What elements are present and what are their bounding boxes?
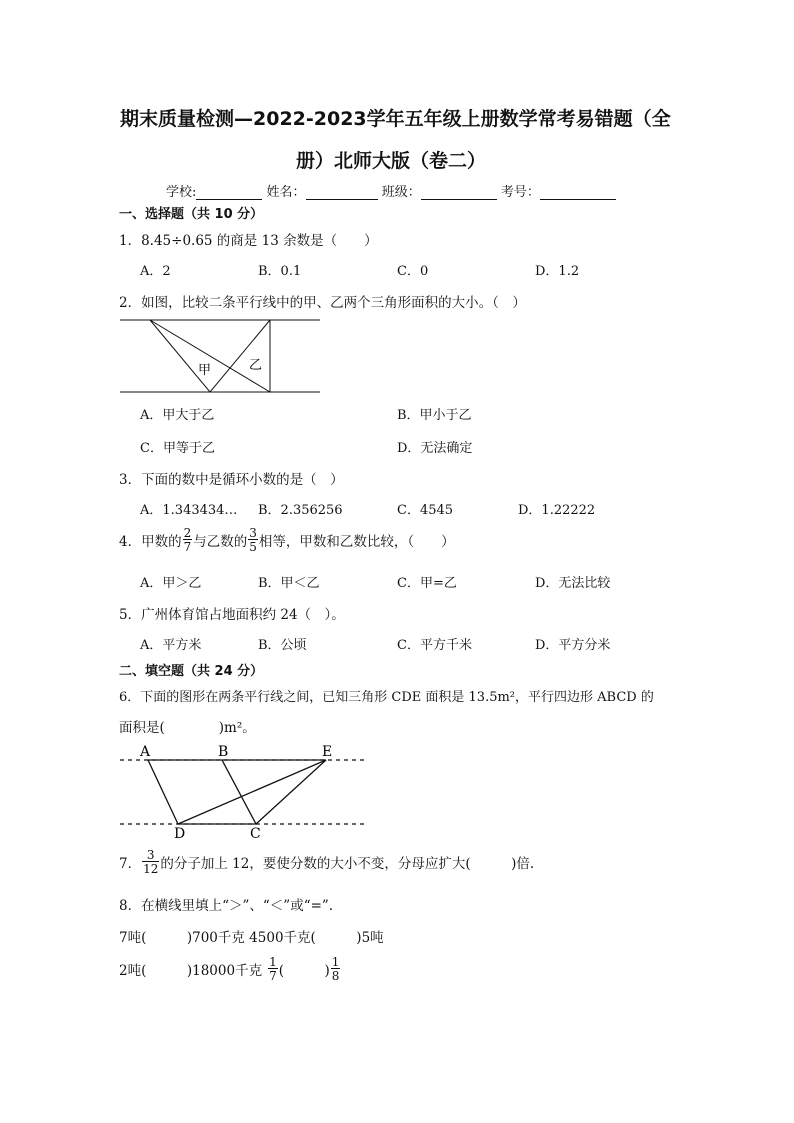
q4-fraction-2: $\frac{3}{5}$ [249, 526, 257, 554]
exam-no-field[interactable] [540, 185, 616, 200]
q1-option-a[interactable]: A．2 [140, 264, 171, 279]
class-label: 班级： [381, 185, 421, 200]
q1-option-c[interactable]: C．0 [397, 264, 429, 279]
q6-figure [116, 740, 370, 844]
q5-option-a[interactable]: A．平方米 [140, 638, 202, 653]
q4-prefix: 4．甲数的 [119, 534, 182, 550]
school-label: 学校: [166, 185, 197, 200]
q8-text: 8．在横线里填上“＞”、“＜”或“=”. [119, 898, 334, 914]
exam-no-label: 考号： [500, 185, 540, 200]
q4-option-c[interactable]: C．甲=乙 [397, 576, 457, 591]
q1-text: 1．8.45÷0.65 的商是 13 余数是（ ） [119, 233, 378, 249]
q1-option-b[interactable]: B．0.1 [258, 264, 302, 279]
q4-mid: 与乙数的 [193, 534, 248, 550]
info-line [166, 181, 616, 200]
q3-text: 3．下面的数中是循环小数的是（ ） [119, 472, 344, 488]
name-field[interactable] [306, 185, 378, 200]
section2-heading: 二、填空题（共 24 分） [119, 664, 264, 679]
q8-row2-mid: ( ) [278, 963, 330, 979]
q2-figure [118, 312, 322, 398]
q6-label-c: C [250, 826, 261, 842]
q8-row1: 7吨( )700千克 4500千克( )5吨 [119, 930, 384, 946]
page-title-line1: 期末质量检测—2022-2023学年五年级上册数学常考易错题（全 [120, 108, 671, 130]
q3-option-c[interactable]: C．4545 [397, 503, 454, 518]
q2-option-d[interactable]: D．无法确定 [397, 441, 473, 456]
q4-suffix: 相等，甲数和乙数比较，（ ） [258, 534, 455, 550]
q5-option-c[interactable]: C．平方千米 [397, 638, 472, 653]
q8-row2 [119, 956, 341, 982]
q6-label-e: E [322, 744, 333, 760]
page-title-line2: 册）北师大版（卷二） [296, 150, 487, 172]
q6-segment-ce [256, 760, 326, 824]
q4-fraction-1: $\frac{2}{7}$ [183, 526, 192, 554]
q7-prefix: 7． [119, 856, 142, 872]
q6-line2: 面积是( )m²。 [119, 720, 256, 736]
q5-text: 5．广州体育馆占地面积约 24（ ）。 [119, 607, 345, 623]
q3-option-a[interactable]: A．1.343434… [140, 503, 238, 518]
q6-label-b: B [218, 744, 229, 760]
name-label: 姓名： [266, 185, 306, 200]
q4-option-a[interactable]: A．甲＞乙 [140, 576, 202, 591]
q6-segment-de [178, 760, 326, 824]
q2-option-c[interactable]: C．甲等于乙 [140, 441, 215, 456]
school-field[interactable] [196, 185, 262, 200]
q3-option-b[interactable]: B．2.356256 [258, 503, 343, 518]
q5-option-d[interactable]: D．平方分米 [535, 638, 611, 653]
q2-label-yi: 乙 [249, 358, 263, 373]
q6-parallelogram-abcd [148, 760, 256, 824]
q2-option-b[interactable]: B．甲小于乙 [397, 408, 472, 423]
q3-option-d[interactable]: D．1.22222 [518, 503, 596, 518]
q6-label-d: D [174, 826, 186, 842]
class-field[interactable] [421, 185, 497, 200]
q2-text: 2．如图，比较二条平行线中的甲、乙两个三角形面积的大小。（ ） [119, 295, 526, 311]
q7-text [119, 849, 534, 875]
q5-option-b[interactable]: B．公顷 [258, 638, 307, 653]
q2-label-jia: 甲 [198, 363, 212, 378]
q8-row2-left: 2吨( )18000千克 [119, 963, 263, 979]
q4-option-d[interactable]: D．无法比较 [535, 576, 611, 591]
q7-fraction: $\frac{3}{12}$ [143, 848, 159, 876]
q6-line1: 6．下面的图形在两条平行线之间，已知三角形 CDE 面积是 13.5m²，平行四边形 ABCD 的 [119, 690, 654, 705]
q4-text [119, 527, 455, 553]
section1-heading: 一、选择题（共 10 分） [119, 207, 264, 222]
q1-option-d[interactable]: D．1.2 [535, 264, 580, 279]
q6-label-a: A [140, 744, 151, 760]
q8-fraction-a: $\frac{1}{7}$ [269, 955, 277, 983]
q8-fraction-b: $\frac{1}{8}$ [331, 955, 340, 983]
q7-suffix: 的分子加上 12，要使分数的大小不变，分母应扩大( )倍. [160, 856, 535, 872]
q4-option-b[interactable]: B．甲＜乙 [258, 576, 320, 591]
q2-option-a[interactable]: A．甲大于乙 [140, 408, 215, 423]
q2-triangle-yi [150, 320, 270, 392]
